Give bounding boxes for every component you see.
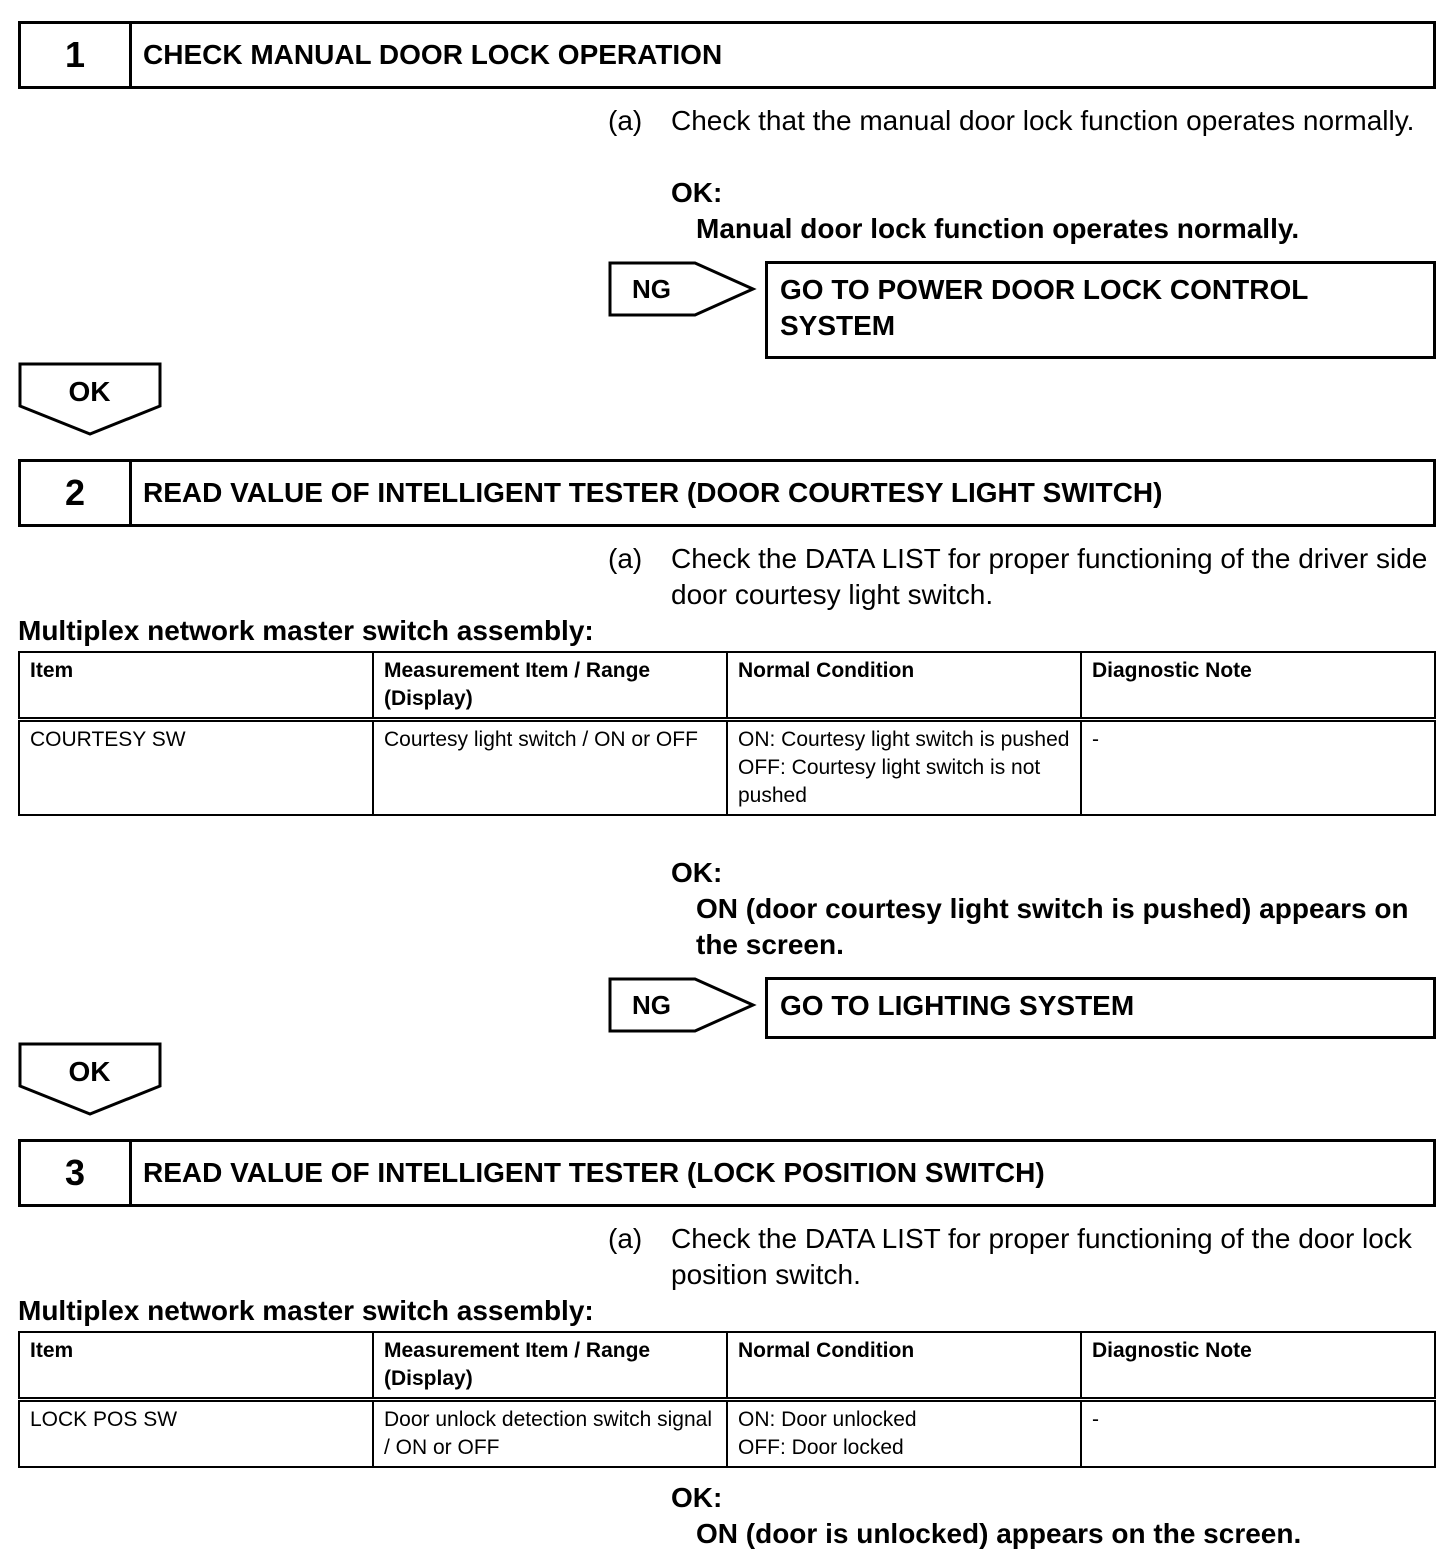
condition-off: OFF: Courtesy light switch is not pushed [738, 756, 1041, 807]
step-1-instruction: Check that the manual door lock function operates normally. [671, 105, 1415, 136]
step-2-ng-label: NG [632, 990, 671, 1020]
step-3-ok-label: OK: [671, 1482, 723, 1513]
table-header-row [19, 652, 1435, 720]
cell-range: Door unlock detection switch signal / ON or OFF [373, 1400, 727, 1468]
header-item: Item [19, 652, 373, 720]
step-2-marker: (a) [608, 543, 643, 574]
cell-item: LOCK POS SW [19, 1400, 373, 1468]
step-3-marker: (a) [608, 1223, 643, 1254]
step-1-number: 1 [21, 24, 132, 86]
header-condition: Normal Condition [727, 652, 1081, 720]
step-1-marker: (a) [608, 105, 643, 136]
step-2-instruction: Check the DATA LIST for proper functioning of the driver side door courtesy light switch. [671, 543, 1428, 610]
table-row [19, 1400, 1435, 1468]
header-range: Measurement Item / Range (Display) [373, 1332, 727, 1400]
step-2-table-heading: Multiplex network master switch assembly: [18, 615, 594, 646]
step-2-ok-label: OK: [671, 857, 723, 888]
cell-note: - [1081, 1400, 1435, 1468]
step-3-instruction: Check the DATA LIST for proper functioning of the door lock position switch. [671, 1223, 1412, 1290]
step-2-ok-text: ON (door courtesy light switch is pushed) appears on the screen. [696, 893, 1409, 960]
step-3-table-heading: Multiplex network master switch assembly: [18, 1295, 594, 1326]
step-2-ng-target[interactable]: GO TO LIGHTING SYSTEM [765, 977, 1436, 1039]
ng-arrow-icon [608, 977, 758, 1035]
step-1-ng-target[interactable]: GO TO POWER DOOR LOCK CONTROL SYSTEM [765, 261, 1436, 359]
step-3-title: READ VALUE OF INTELLIGENT TESTER (LOCK POSITION SWITCH) [143, 1157, 1045, 1188]
step-2-ok-arrow-label: OK [68, 1056, 111, 1087]
step-2-title: READ VALUE OF INTELLIGENT TESTER (DOOR COURTESY LIGHT SWITCH) [143, 477, 1163, 508]
condition-on: ON: Courtesy light switch is pushed [738, 728, 1070, 751]
table-header-row [19, 1332, 1435, 1400]
step-1-ng-label: NG [632, 274, 671, 304]
step-3-data-table [18, 1331, 1436, 1468]
step-2-number: 2 [21, 462, 132, 524]
step-2-data-table [18, 651, 1436, 816]
step-1-ok-label: OK: [671, 177, 723, 208]
header-condition: Normal Condition [727, 1332, 1081, 1400]
step-3-header [18, 1139, 1436, 1207]
header-item: Item [19, 1332, 373, 1400]
step-3-ok-text: ON (door is unlocked) appears on the screen. [696, 1518, 1302, 1549]
cell-range: Courtesy light switch / ON or OFF [373, 720, 727, 816]
header-note: Diagnostic Note [1081, 1332, 1435, 1400]
step-2-header [18, 459, 1436, 527]
ng-arrow-icon [608, 261, 758, 319]
header-note: Diagnostic Note [1081, 652, 1435, 720]
cell-condition [727, 1400, 1081, 1468]
cell-note: - [1081, 720, 1435, 816]
step-1-header [18, 21, 1436, 89]
table-row [19, 720, 1435, 816]
step-1-title: CHECK MANUAL DOOR LOCK OPERATION [143, 39, 723, 70]
step-1-ok-arrow-label: OK [68, 376, 111, 407]
step-1-ok-text: Manual door lock function operates normally. [696, 213, 1300, 244]
header-range: Measurement Item / Range (Display) [373, 652, 727, 720]
cell-item: COURTESY SW [19, 720, 373, 816]
step-3-number: 3 [21, 1142, 132, 1204]
cell-condition [727, 720, 1081, 816]
condition-off: OFF: Door locked [738, 1436, 904, 1459]
condition-on: ON: Door unlocked [738, 1408, 917, 1431]
